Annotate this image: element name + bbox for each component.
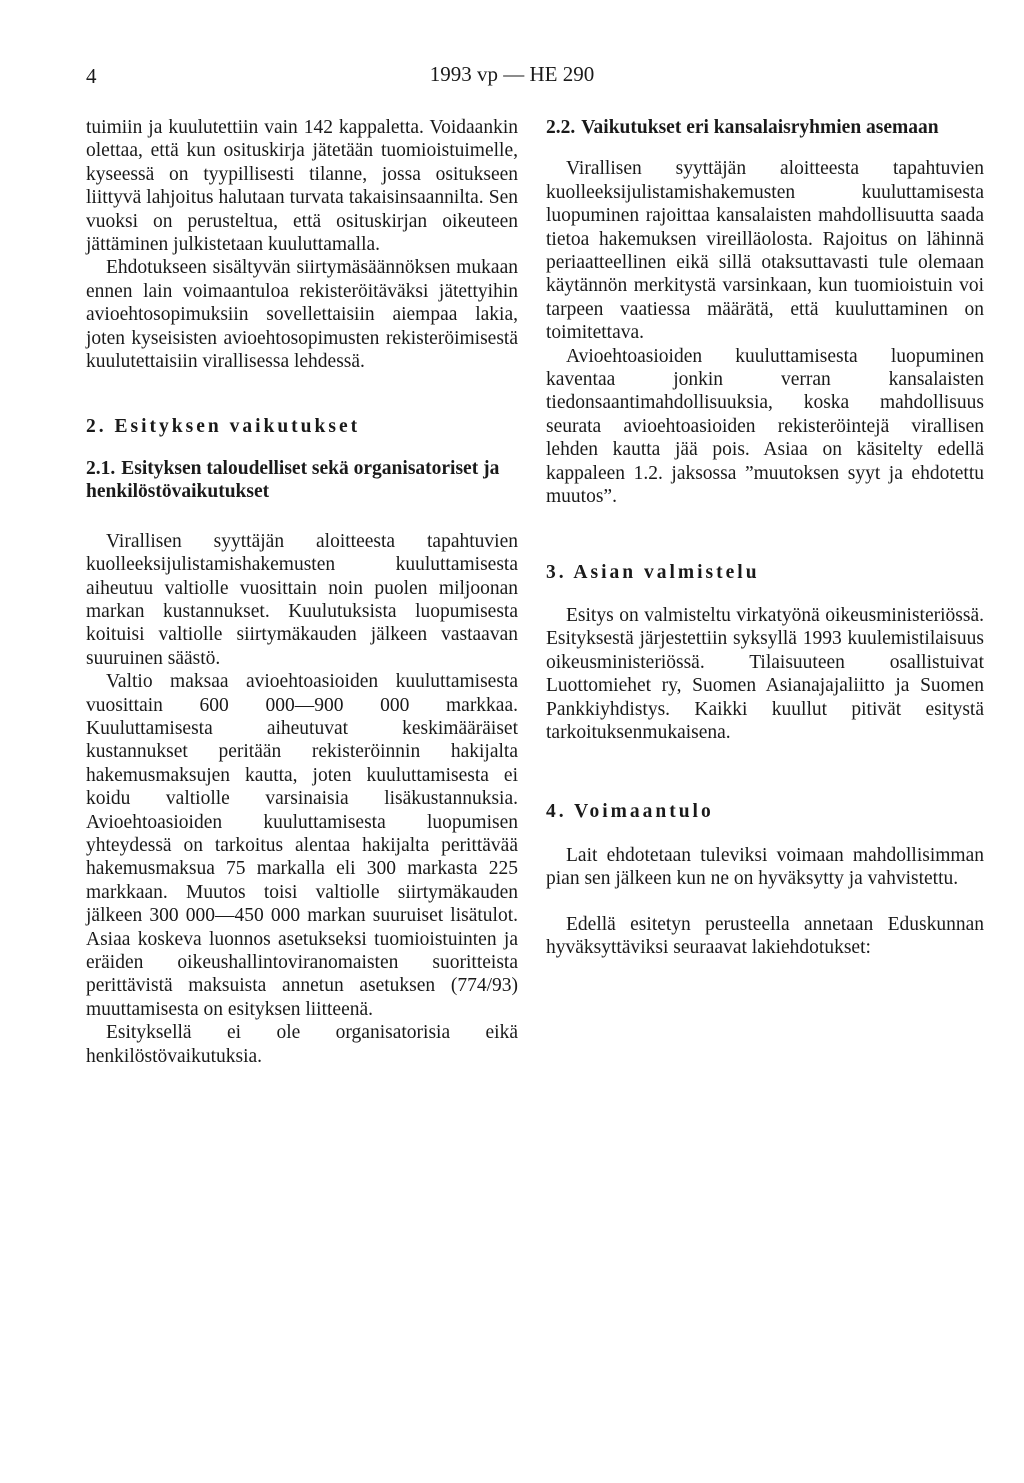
paragraph: Avioehtoasioiden kuuluttamisesta luopuminen kaventaa jonkin verran kansalaisten tiedonsaantimahdollisuuksia, koska mahdollisuus seurata avioehtoasioiden rekisteröintejä virallisen lehden kautta jää pois. Asiaa on käsitelty edellä kappaleen 1.2. jaksossa ”muutoksen syyt ja ehdotettu muutos”. xyxy=(546,345,984,508)
paragraph: tuimiin ja kuulutettiin vain 142 kappaletta. Voidaankin olettaa, että kun osituskirja jätetään tuomioistuimelle, kyseessä on tyypillisesti tilanne, jossa ositukseen liittyvä lahjoitus halutaan turvata takaisinsaannilta. Sen vuoksi on perusteltua, että osituskirjan oikeuteen jättäminen julkistetaan kuuluttamalla. xyxy=(86,117,518,256)
subsection-number: 2.1. xyxy=(86,457,116,479)
subsection-number: 2.2. xyxy=(546,117,576,138)
left-column xyxy=(86,116,518,1068)
paragraph: Esitys on valmisteltu virkatyönä oikeusministeriössä. Esityksestä järjestettiin syksyllä 1993 kuulemistilaisuus oikeusministeriössä. Tilaisuuteen osallistuivat Luottomiehet ry, Suomen Asianajajaliitto ja Suomen Pankkiyhdistys. Kaikki kuullut pitivät esitystä tarkoituksenmukaisena. xyxy=(546,604,984,743)
paragraph: Edellä esitetyn perusteella annetaan Eduskunnan hyväksyttäviksi seuraavat lakiehdotukset: xyxy=(546,913,984,958)
paragraph: Valtio maksaa avioehtoasioiden kuuluttamisesta vuosittain 600 000—900 000 markkaa. Kuuluttamisesta aiheutuvat keskimääräiset kustannukset peritään rekisteröinnin hakijalta hakemusmaksujen kautta, joten kuuluttamisesta ei koidu valtiolle varsinaisia lisäkustannuksia. Avioehtoasioiden kuuluttamisesta luopumisen yhteydessä on tarkoitus alentaa hakijalta perittävää hakemusmaksua 75 markalla eli 300 markasta 225 markkaan. Muutos toisi valtiolle siirtymäkauden jälkeen 300 000—450 000 markan suuruiset lisätulot. Asiaa koskeva luonnos asetukseksi tuomioistuinten ja eräiden oikeushallintoviranomaisten suoritteista perittävistä maksuista annetun asetuksen (774/93) muuttamisesta on esityksen liitteenä. xyxy=(86,671,518,1020)
subsection-heading-2-2 xyxy=(546,116,984,139)
running-head: 1993 vp — HE 290 xyxy=(429,62,595,86)
section-heading-3: 3. Asian valmistelu xyxy=(546,561,760,583)
paragraph: Esityksellä ei ole organisatorisia eikä henkilöstövaikutuksia. xyxy=(86,1022,518,1067)
section-heading-2: 2. Esityksen vaikutukset xyxy=(86,416,361,438)
subsection-title: Vaikutukset eri kansalaisryhmien asemaan xyxy=(581,117,939,138)
paragraph: Ehdotukseen sisältyvän siirtymäsäännöksen mukaan ennen lain voimaantuloa rekisteröitäväksi jätettyihin avioehtosopimuksiin sovellettaisiin aiempaa lakia, joten kyseisisten avioehtosopimusten rekisteröimisestä kuulutettaisiin virallisessa lehdessä. xyxy=(86,257,518,373)
subsection-title: Esityksen taloudelliset sekä organisatoriset ja henkilöstövaikutukset xyxy=(86,457,500,503)
paragraph: Virallisen syyttäjän aloitteesta tapahtuvien kuolleeksijulistamishakemusten kuuluttamisesta luopuminen rajoittaa kansalaisten mahdollisuutta saada tietoa hakemuksen vireilläolosta. Rajoitus on lähinnä periaatteellinen eikä sillä otaksuttavasti tule olemaan käytännön merkitystä varsinkaan, kun tuomioistuin voi tarpeen vaatiessa määrätä, että kuuluttaminen on toimitettava. xyxy=(546,158,984,344)
subsection-heading-2-1 xyxy=(86,457,518,504)
paragraph: Virallisen syyttäjän aloitteesta tapahtuvien kuolleeksijulistamishakemusten kuuluttamisesta aiheutuu valtiolle vuosittain noin puolen miljoonan markan kustannukset. Kuulutuksista luopumisesta koituisi valtiolle siirtymäkauden jälkeen vastaavan suuruinen säästö. xyxy=(86,530,518,669)
section-heading-4: 4. Voimaantulo xyxy=(546,801,714,823)
page-number: 4 xyxy=(86,64,97,88)
paragraph: Lait ehdotetaan tuleviksi voimaan mahdollisimman pian sen jälkeen kun ne on hyväksytty ja vahvistettu. xyxy=(546,844,984,890)
right-column xyxy=(546,116,984,959)
